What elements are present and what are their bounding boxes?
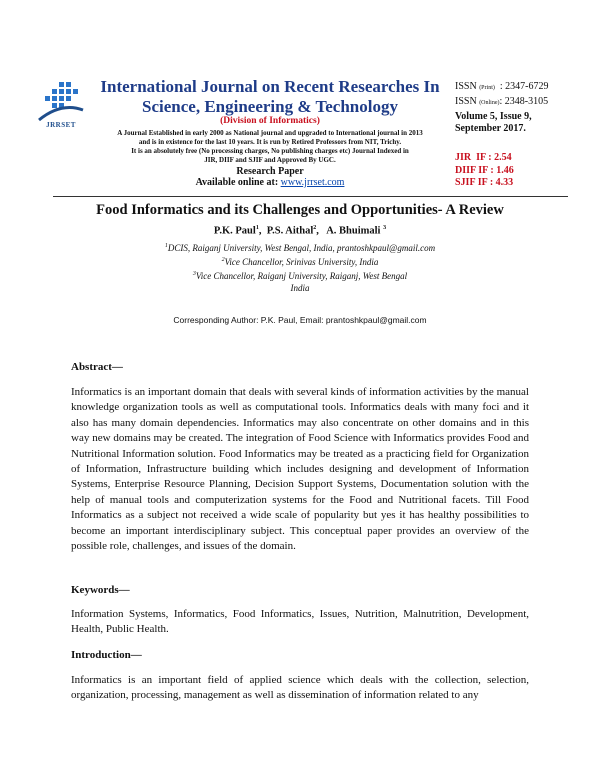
affiliation-sup: 1	[164, 243, 168, 249]
logo-caption: JRRSET	[46, 121, 76, 129]
affiliation	[0, 240, 600, 254]
available-label: Available online at:	[195, 177, 279, 188]
issn-value: : 2347-6729	[499, 81, 549, 92]
author-name: P.K. Paul	[213, 225, 256, 237]
author-name: P.S. Aithal	[266, 225, 314, 237]
author-list	[0, 225, 600, 237]
author-name: A. Bhuimali	[326, 225, 381, 237]
paper-type: Research Paper	[236, 166, 304, 177]
header-divider	[53, 196, 568, 197]
impact-factor: DIIF IF : 1.46	[455, 164, 514, 176]
introduction-heading: Introduction—	[71, 649, 142, 661]
journal-description-line: It is an absolutely free (No processing charges, No publishing charges etc) Journal Indexed in	[131, 147, 409, 155]
impact-factor: JIR IF : 2.54	[455, 152, 512, 163]
issn-label: ISSN	[455, 81, 477, 92]
corresponding-author: Corresponding Author: P.K. Paul, Email: prantoshkpaul@gmail.com	[173, 315, 427, 325]
abstract-text: Informatics is an important domain that deals with several kinds of information activities by the manual knowledge organization tools as well as computational tools. Informatics deals with many foci and it also has many domain dependencies. Informatics may also concentrate on other domains and in this way new domains may be created. The integration of Food Science with Informatics provides Food and Nutritional Information solution. Food Informatics may be treated as a practicing field for Organization of Information, Infrastructure building which includes designing and development of Information Systems, Enterprise Resource Planning, Decision Support Systems, Documentation solution with the help of manual tools and computerization systems for the Food and Nutritional facets. Till Food Informatics as a subject not received a wide scale of popularity but yes it has healthy possibilities to become an important interdisciplinary subject. This conceptual paper provides an overview of the possible role, challenges, and issues of the domain.	[71, 386, 529, 553]
affiliation-sup: 2	[221, 257, 225, 263]
date-line: September 2017.	[455, 123, 526, 134]
keywords-heading: Keywords—	[71, 584, 130, 596]
keywords-text: Information Systems, Informatics, Food Informatics, Issues, Nutrition, Malnutrition, Development, Health, Public Health.	[71, 608, 529, 636]
author-sep: ,	[316, 225, 325, 237]
journal-division: (Division of Informatics)	[220, 116, 320, 126]
volume-issue	[455, 111, 532, 135]
journal-website-link[interactable]: www.jrrset.com	[280, 177, 345, 188]
issn-label: ISSN	[455, 96, 477, 107]
affiliation	[0, 282, 600, 294]
issn-online	[455, 95, 548, 110]
journal-title: International Journal on Recent Researches In Science, Engineering & Technology	[100, 77, 440, 116]
affiliation	[0, 268, 600, 282]
journal-description-line: A Journal Established in early 2000 as National journal and upgraded to International journal in 2013	[117, 129, 423, 137]
affiliation-sup: 3	[192, 271, 196, 277]
paper-title: Food Informatics and its Challenges and Opportunities- A Review	[96, 202, 504, 218]
journal-description	[100, 129, 440, 165]
author-sup: 3	[383, 225, 387, 231]
impact-factor: SJIF IF : 4.33	[455, 177, 514, 188]
issn-value: : 2348-3105	[499, 96, 549, 107]
introduction-text: Informatics is an important field of applied science which deals with the collection, selection, organization, processing, management as well as dissemination of information related to any	[71, 674, 529, 702]
journal-description-line: and is in existence for the last 10 years. It is run by Retired Professors from NIT, Trichy.	[138, 138, 402, 146]
affiliation-text: DCIS, Raiganj University, West Bengal, India, prantoshkpaul@gmail.com	[167, 243, 436, 253]
affiliations	[0, 240, 600, 294]
affiliation	[0, 254, 600, 268]
affiliation-text: India	[290, 283, 310, 293]
issn-note: (Print)	[479, 85, 495, 91]
volume-line: Volume 5, Issue 9,	[455, 111, 532, 122]
journal-description-line: JIR, DIIF and SJIF and Approved By UGC.	[204, 156, 336, 164]
affiliation-text: Vice Chancellor, Srinivas University, India	[224, 257, 379, 267]
available-online	[100, 177, 440, 188]
author-sup: 2	[313, 225, 317, 231]
abstract-heading: Abstract—	[71, 361, 123, 373]
issn-block	[455, 80, 548, 110]
author-sup: 1	[255, 225, 259, 231]
issn-note: (Online)	[479, 100, 500, 106]
issn-print	[455, 80, 548, 95]
impact-factors	[455, 152, 514, 190]
author-sep: ,	[258, 225, 265, 237]
affiliation-text: Vice Chancellor, Raiganj University, Raiganj, West Bengal	[195, 271, 408, 281]
